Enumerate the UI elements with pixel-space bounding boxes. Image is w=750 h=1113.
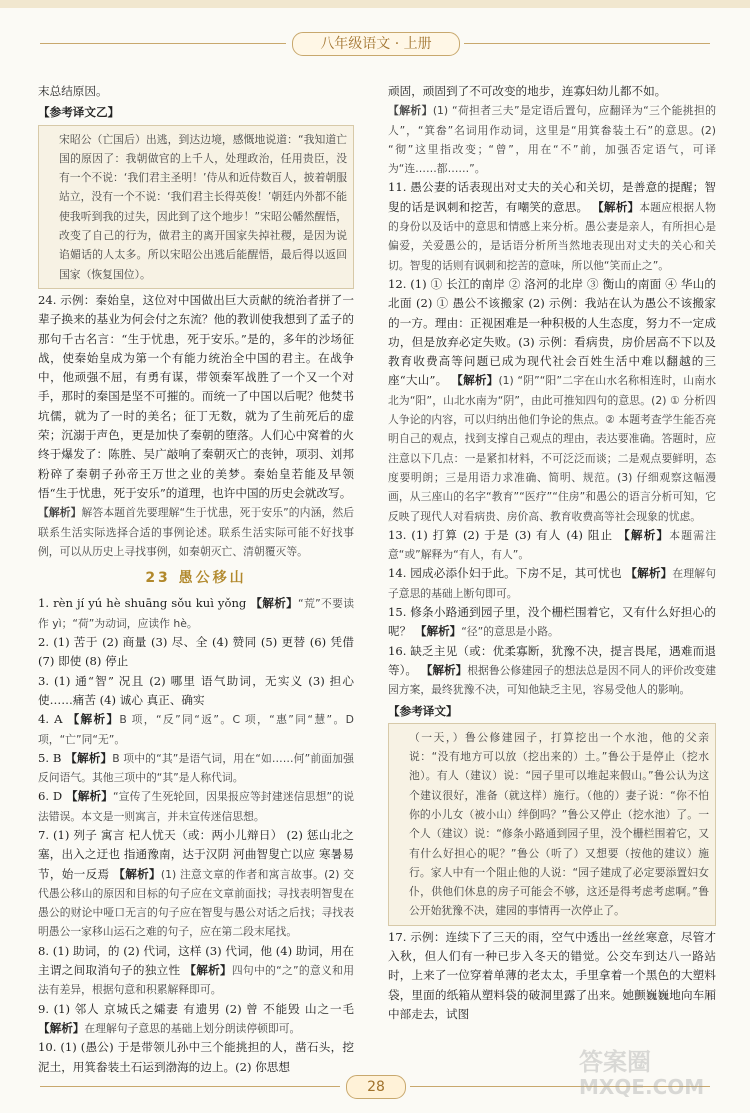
- header-rule-right: [464, 43, 710, 44]
- ref-translation-title: 【参考译文乙】: [38, 105, 120, 120]
- answer-16-analysis: 根据鲁公修建园子的想法总是因不同人的评价改变建园方案，最终犹豫不决，可知他缺乏主见，容易受他人的影响。: [388, 663, 717, 697]
- answer-8: [38, 942, 354, 1000]
- answer-6-choice: 6. D: [38, 789, 63, 804]
- answer-13: [388, 526, 716, 565]
- answer-8-analysis: 四句中的“之”的意义和用法有差异，根据句意和积累解释即可。: [38, 964, 354, 997]
- answer-9-text: 9. (1) 邻人 京城氏之孀妻 有遗男 (2) 曾 不能毁 山之一毛: [38, 1001, 354, 1016]
- analysis-label: 【解析】: [67, 712, 120, 727]
- svg-text:MXQE.COM: MXQE.COM: [579, 1075, 705, 1099]
- analysis-label: 【解析】: [184, 963, 232, 978]
- answer-12: [388, 275, 716, 526]
- ref-translation-box-2: [388, 723, 716, 926]
- analysis-label: 【解析】: [65, 750, 113, 765]
- left-column: [38, 82, 354, 1077]
- page-number: 28: [346, 1075, 406, 1099]
- header-rule-left: [40, 43, 286, 44]
- answer-11-analysis: 本题应根据人物的身份以及话中的意思和情感上来分析。愚公妻是亲人，有所担心是偏爱，关爱愚公的，是话语分析所当然地表现出对丈夫的关心和关切。智叟的话则有讽刺和挖苦的意味，所以他“笑而止之”。: [388, 200, 716, 272]
- ref-translation-title-2: 【参考译文】: [388, 703, 458, 718]
- answer-10-cont: 顽固，顽固到了不可改变的地步，连寡妇幼儿都不如。: [388, 84, 667, 98]
- answer-1: [38, 594, 354, 633]
- answer-7-text: 7. (1) 列子 寓言 杞人忧天（或：两小儿辩日） (2) 惩山北之塞，出入之迂也 指通豫南，达于汉阴 河曲智叟亡以应 寒暑易节，始一反焉: [38, 827, 354, 881]
- right-column: [388, 82, 716, 1024]
- ref-translation-body: 宋昭公（亡国后）出逃，到达边境，感慨地说道：“我知道亡国的原因了：我朝做官的上千人，处理政治，任用贵臣，没有一个不说：‘我们君主圣明！’侍从和近侍数百人，披着朝服站立，没有一个不说：‘我们君主长得英俊！’朝廷内外都不能使我听到我的过失，因此到了这个地步！”宋昭公幡然醒悟，改变了自己的行为，做君主的离开国家失掉社稷，是因为说谄媚话的人太多。所以宋昭公出逃后能醒悟，最后得以返回国家（恢复国位）。: [59, 132, 347, 281]
- answer-10: 10. (1) (愚公) 于是带领儿孙中三个能挑担的人，凿石头，挖泥土，用箕畚装土石运到渤海的边上。(2) 你思想: [38, 1040, 354, 1074]
- lesson-title: 23 愚公移山: [145, 570, 247, 587]
- analysis-label: 【解析】: [618, 527, 670, 542]
- answer-13-analysis: 本题需注意“或”解释为“有人，有人”。: [388, 528, 716, 562]
- header-title: 八年级语文 · 上册: [292, 32, 460, 56]
- analysis-label: 【解析】: [66, 789, 113, 804]
- answer-7: [38, 826, 354, 942]
- footer-rule-left: [40, 1086, 340, 1087]
- answer-1-analysis: “荒”不要读作 yì；“荷”为动词，应读作 hè。: [38, 597, 355, 630]
- analysis-10: [388, 101, 716, 178]
- answer-16: [388, 642, 716, 700]
- answer-14-analysis: 在理解句子意思的基础上断句即可。: [388, 567, 717, 600]
- answer-12-text: 12. (1) ① 长江的南岸 ② 洛河的北岸 ③ 衡山的南面 ④ 华山的北面 (2) ① 愚公不该搬家 (2) 示例：我站在认为愚公不该搬家的一方。理由：正视困难是一种积极的人生态度，努力不一定成功，但是放弃必定失败。(3) 示例：看病贵，房价居高不下以及教育收费高等问题已成为现代社会百姓生活中难以翻越的三座“大山”。: [388, 276, 716, 388]
- ref-translation-box: [38, 125, 354, 289]
- answer-12-analysis: (1) “阴”“阳”二字在山水名称相连时，山南水北为“阳”，山北水南为“阴”，由此可推知四句的意思。(2) ① 分析四人争论的内容，可以归纳出他们争论的焦点。② 本题考查学生能否亮明自己的观点，找到支撑自己观点的理由，表达要准确。答题时，应注意以下几点：一是紧扣材料，不可泛泛而谈；二是观点要鲜明，态度要明朗；三是用语力求准确、简明、规范。(3) 仔细观察这幅漫画，从三座山的名字“教育”“医疗”“住房”和愚公的语言分析可知，它反映了现代人对看病贵、房价高、教育收费高等社会现象的忧虑。: [388, 374, 716, 523]
- answer-15-text: 15. 修条小路通到园子里，没个栅栏围着它，又有什么好担心的呢？: [388, 605, 716, 639]
- answer-16-text: 16. 缺乏主见（或：优柔寡断，犹豫不决，提言畏尾，遇难而退等）。: [388, 643, 716, 677]
- answer-4-choice: 4. A: [38, 712, 63, 727]
- analysis-10-text: (1) “荷担者三夫”是定语后置句，应翻译为“三个能挑担的人”，“箕畚”名词用作动词，这里是“用箕畚装土石”的意思。(2) “彻”这里指改变；“曾”，用在“不”前，加强否定语气，可译为“连……都……”。: [388, 104, 716, 176]
- answer-2: 2. (1) 苦于 (2) 商量 (3) 尽、全 (4) 赞同 (5) 更替 (6) 凭借 (7) 即使 (8) 停止: [38, 635, 354, 669]
- answer-4: [38, 710, 354, 749]
- answer-1-pinyin: 1. rèn jí yú hè shuāng sǒu kuì yǒng: [38, 596, 247, 611]
- analysis-label: 【解析】: [113, 866, 161, 881]
- analysis-label: 【解析】: [414, 624, 462, 639]
- intro-text: 末总结原因。: [38, 84, 108, 98]
- answer-5-analysis: B 项中的“其”是语气词，用在“如……何”前面加强反问语气。其他三项中的“其”是人称代词。: [38, 751, 354, 785]
- analysis-label: 【解析】: [451, 373, 499, 388]
- answer-24: 24. 示例：秦始皇，这位对中国做出巨大贡献的统治者拼了一辈子换来的基业为何会付之东流？他的教训使我想到了孟子的那句千古名言：“生于忧患，死于安乐。”是的，多年的沙场征战，使秦始皇成为第一个有能力统治全中国的君主。在战争中，他顽强不屈，有勇有谋，带领秦军战胜了一个又一个对手，那时的秦国是坚不可摧的。而统一了中国以后呢？他焚书坑儒，就为了一时的美名；征丁无数，就为了生前死后的虚荣；沉溺于声色，更是加快了秦朝的堕落。人们心中窝着的火终于爆发了：陈胜、吴广敲响了秦朝灭亡的丧钟，项羽、刘邦粉碎了秦朝子孙帝王万世之业的美梦。秦始皇若能及早领悟“生于忧患，死于安乐”的道理，也许中国的历史会就改写。: [38, 292, 354, 500]
- watermark-logo: [573, 1040, 738, 1100]
- page-header: [0, 30, 750, 58]
- answer-3: 3. (1) 通“智” 况且 (2) 哪里 语气助词，无实义 (3) 担心 使……痛苦 (4) 诚心 真正、确实: [38, 673, 354, 707]
- answer-4-analysis: B 项，“反”同“返”。C 项，“惠”同“慧”。D 项，“亡”同“无”。: [38, 713, 354, 746]
- ref-translation-body-2: （一天，）鲁公修建园子，打算挖出一个水池，他的父亲说：“没有地方可以放（挖出来的）土。”鲁公于是停止（挖水池）。有人（建议）说：“园子里可以堆起来假山。”鲁公认为这个建议很好，准备（就这样）施行。（他的）妻子说：“你不怕你的小儿女（被小山）绊倒吗？”鲁公又停止（挖水池）了。一个人（建议）说：“修条小路通到园子里，没个栅栏围着它，又有什么好担心的呢？”鲁公（听了）又想要（按他的建议）施行。家人中有一个阻止他的人说：“园子建成了必定要添置妇女仆，供他们休息的房子可能会不够，这还是得考虑考虑啊。”鲁公开始犹豫不决，建园的事情再一次停止了。: [409, 730, 709, 918]
- analysis-label: 【解析】: [250, 596, 299, 611]
- analysis-label: 【解析】: [592, 199, 640, 214]
- analysis-label: 【解析】: [38, 1020, 85, 1035]
- svg-text:答案圈: 答案圈: [579, 1048, 651, 1076]
- analysis-24-text: 解答本题首先要理解“生于忧患，死于安乐”的内涵，然后联系生活实际选择合适的事例论述。联系生活实际可能不好找事例，可以从历史上寻找事例，如秦朝灭亡、清朝覆灭等。: [38, 506, 355, 558]
- answer-7-analysis: (1) 注意文章的作者和寓言故事。(2) 交代愚公移山的原因和目标的句子应在文章前面找；寻找表明智叟在愚公的财论中哑口无言的句子应在智叟与愚公对话之后找；寻找表明愚公一家移山运石之难的句子，应在第二段末尾找。: [38, 867, 354, 939]
- answer-5-choice: 5. B: [38, 750, 62, 765]
- answer-8-text: 8. (1) 助词，的 (2) 代词，这样 (3) 代词，他 (4) 助词，用在主谓之间取消句子的独立性: [38, 943, 354, 978]
- answer-9: [38, 1000, 354, 1039]
- answer-6-analysis: “宣传了生死轮回，因果报应等封建迷信思想”的说法错误。本文是一则寓言，并未宣传迷信思想。: [38, 790, 354, 823]
- answer-17: 17. 示例：连续下了三天的雨，空气中透出一丝丝寒意，尽管才入秋，但人们有一种已步入冬天的错觉。公交车到达八一路站时，上来了一位穿着单薄的老太太，手里拿着一个黑色的大塑料袋，里面的纸箱从塑料袋的破洞里露了出来。她颤巍巍地向车厢中部走去，试图: [388, 929, 716, 1021]
- answer-15-analysis: “径”的意思是小路。: [461, 625, 559, 639]
- answer-11-text: 11. 愚公妻的话表现出对丈夫的关心和关切，是善意的提醒；智叟的话是讽刺和挖苦，有嘲笑的意思。: [388, 180, 716, 214]
- analysis-label: 【解析】: [625, 566, 673, 581]
- answer-5: [38, 749, 354, 788]
- answer-14-text: 14. 园成必添仆妇于此。下房不足，其可忧也: [388, 566, 622, 581]
- analysis-label: 【解析】: [420, 662, 468, 677]
- answer-6: [38, 787, 354, 826]
- analysis-label: 【解析】: [388, 104, 433, 118]
- top-band: [0, 0, 750, 8]
- answer-15: [388, 603, 716, 642]
- analysis-24: [38, 503, 354, 561]
- answer-11: [388, 178, 716, 274]
- answer-13-text: 13. (1) 打算 (2) 于是 (3) 有人 (4) 阻止: [388, 527, 614, 542]
- answer-9-analysis: 在理解句子意思的基础上划分朗读停顿即可。: [84, 1021, 301, 1035]
- answer-14: [388, 564, 716, 603]
- analysis-label: 【解析】: [38, 506, 82, 520]
